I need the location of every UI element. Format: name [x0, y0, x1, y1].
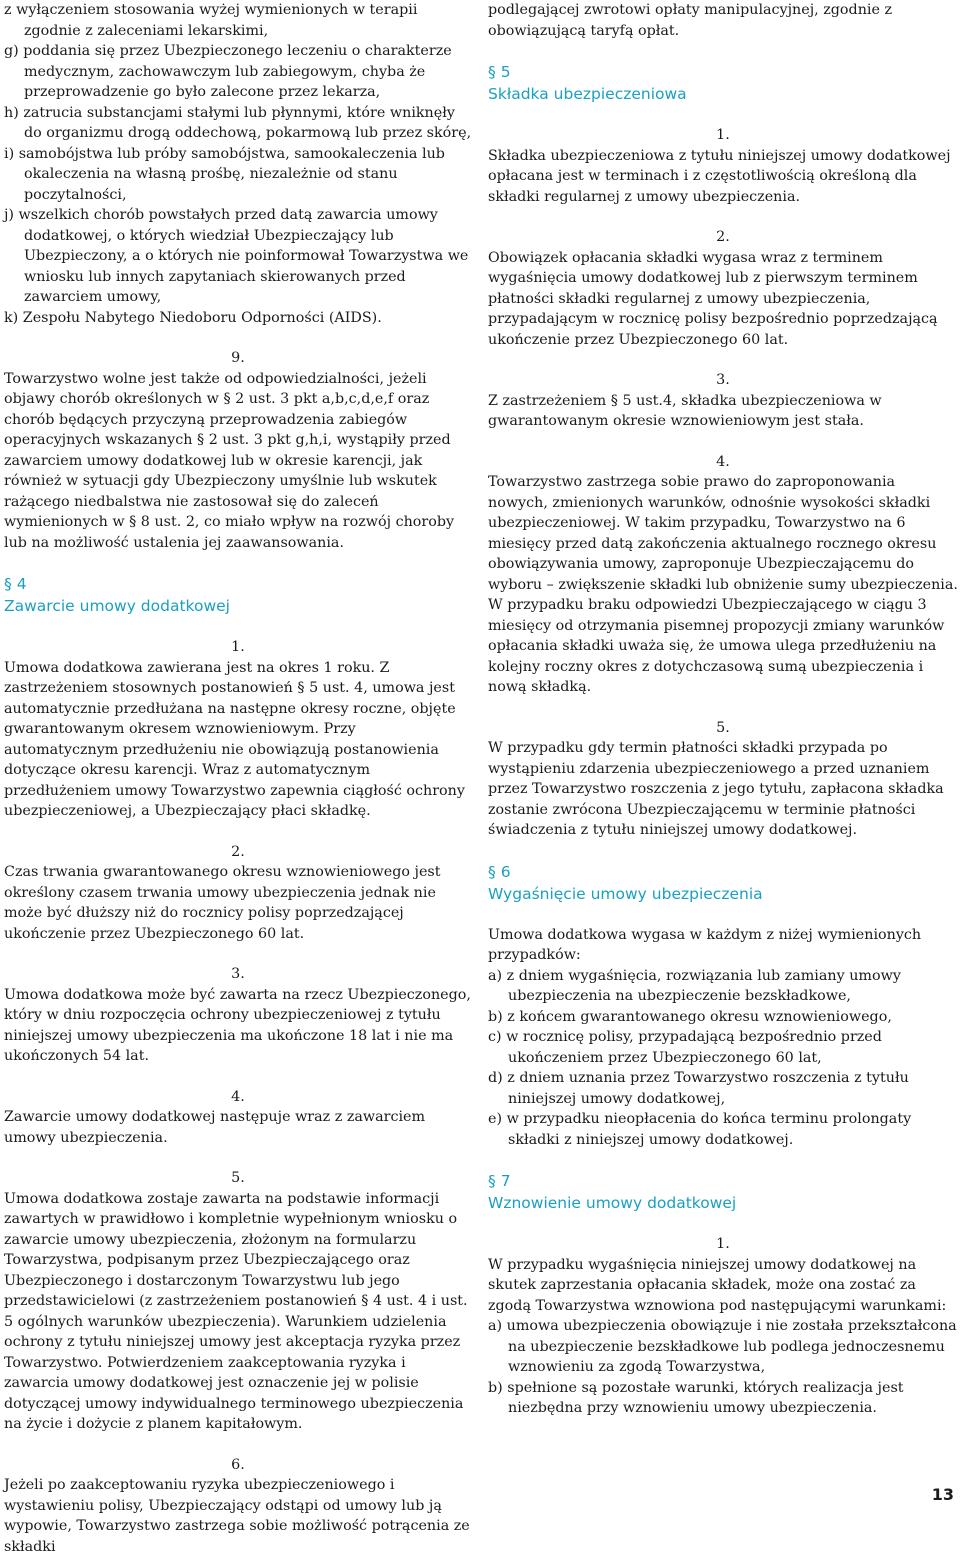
list-item-j: j) wszelkich chorób powstałych przed datą zawarcia umowy dodatkowej, o których wiedział Ubezpieczający lub Ubezpieczony, a o których nie poinformował Towarzystwa we wniosku lub innych zapytaniach skierowanych przed zawarciem umowy,	[4, 207, 469, 305]
section-title: Wygaśnięcie umowy ubezpieczenia	[488, 884, 763, 903]
paragraph-text: Obowiązek opłacania składki wygasa wraz z terminem wygaśnięcia umowy dodatkowej lub z pierwszym terminem płatności składki regularnej z umowy ubezpieczenia, przypadającym w rocznicę polisy bezpośrednio poprzedzającą ukończenie przez Ubezpieczonego 60 lat.	[488, 249, 938, 348]
section-heading-6	[488, 861, 958, 905]
paragraph-number: 3.	[231, 966, 245, 982]
list-item-continuation: z wyłączeniem stosowania wyżej wymienionych w terapii zgodnie z zaleceniami lekarskimi,	[4, 2, 418, 39]
section-title: Składka ubezpieczeniowa	[488, 85, 687, 103]
list-item-i: i) samobójstwa lub próby samobójstwa, samookaleczenia lub okaleczenia na własną prośbę, niezależnie od stanu poczytalności,	[4, 145, 445, 203]
list-item-a: a) z dniem wygaśnięcia, rozwiązania lub zamiany umowy ubezpieczenia na ubezpieczenie bezskładkowe,	[488, 967, 901, 1004]
section-heading-4	[4, 573, 472, 617]
section-number: § 4	[4, 573, 472, 595]
list-item-e: e) w przypadku nieopłacenia do końca terminu prolongaty składki z niniejszej umowy dodatkowej.	[488, 1111, 912, 1148]
list-item-g: g) poddania się przez Ubezpieczonego leczeniu o charakterze medycznym, zachowawczym lub zabiegowym, chyba że przeprowadzenie go było zalecone przez lekarza,	[4, 43, 452, 100]
paragraph-text: Umowa dodatkowa zawierana jest na okres 1 roku. Z zastrzeżeniem stosownych postanowień § 5 ust. 4, umowa jest automatycznie przedłużana na następne okresy roczne, objęte gwarantowanym okresem wznowieniowym. Przy automatycznym przedłużeniu nie obowiązują postanowienia dotyczące okresu karencji. Wraz z automatycznym przedłużeniem umowy Towarzystwo zapewnia ciągłość ochrony ubezpieczeniowej, a Ubezpieczający płaci składkę.	[4, 659, 465, 819]
section-heading-7	[488, 1170, 958, 1214]
paragraph-number: 9.	[231, 350, 245, 366]
paragraph-text: Umowa dodatkowa zostaje zawarta na podstawie informacji zawartych w prawidłowo i kompletnie wypełnionym wniosku o zawarcie umowy ubezpieczenia, złożonym na formularzu Towarzystwa, podpisanym przez Ubezpieczającego oraz Ubezpieczonego i dostarczonym Towarzystwu lub jego przedstawicielowi (z zastrzeżeniem postanowień § 4 ust. 4 i ust. 5 ogólnych warunków ubezpieczenia). Warunkiem udzielenia ochrony z tytułu niniejszej umowy jest akceptacja ryzyka przez Towarzystwo. Potwierdzeniem zaakceptowania ryzyka i zawarcia umowy dodatkowej jest oznaczenie jej w polisie dotyczącej umowy indywidualnego terminowego ubezpieczenia na życie i dożycie z planem kapitałowym.	[4, 1190, 468, 1432]
list-item-h: h) zatrucia substancjami stałymi lub płynnymi, które wniknęły do organizmu drogą oddechową, pokarmową lub przez skórę,	[4, 104, 472, 141]
list-item-k: k) Zespołu Nabytego Niedoboru Odporności (AIDS).	[4, 309, 382, 326]
paragraph-number: 4.	[231, 1088, 245, 1105]
paragraph-number: 1.	[716, 1236, 730, 1252]
right-column	[488, 0, 958, 1419]
section-number: § 7	[488, 1170, 958, 1192]
paragraph-text: W przypadku wygaśnięcia niniejszej umowy dodatkowej na skutek zaprzestania opłacania składek, może ona zostać za zgodą Towarzystwa wznowiona pod następującymi warunkami:	[488, 1256, 947, 1314]
paragraph-number: 5.	[716, 719, 730, 736]
list-item-c: c) w rocznicę polisy, przypadającą bezpośrednio przed ukończeniem przez Ubezpieczonego 60 lat,	[488, 1029, 882, 1066]
paragraph-text: W przypadku gdy termin płatności składki przypada po wystąpieniu zdarzenia ubezpieczeniowego a przed uznaniem przez Towarzystwo roszczenia z jego tytułu, zapłacona składka zostanie zwrócona Ubezpieczającemu w terminie płatności świadczenia z tytułu niniejszej umowy dodatkowej.	[488, 740, 944, 838]
paragraph-text: Zawarcie umowy dodatkowej następuje wraz z zawarciem umowy ubezpieczenia.	[4, 1109, 426, 1146]
paragraph-text: Z zastrzeżeniem § 5 ust.4, składka ubezpieczeniowa w gwarantowanym okresie wznowieniowym jest stała.	[488, 392, 882, 429]
paragraph-number: 1.	[716, 127, 730, 143]
paragraph-text: Umowa dodatkowa wygasa w każdym z niżej wymienionych przypadków:	[488, 926, 922, 963]
paragraph-number: 4.	[716, 453, 730, 470]
section-title: Wznowienie umowy dodatkowej	[488, 1194, 737, 1212]
list-item-b: b) spełnione są pozostałe warunki, których realizacja jest niezbędna przy wznowieniu umowy ubezpieczenia.	[488, 1379, 904, 1416]
paragraph-text: Umowa dodatkowa może być zawarta na rzecz Ubezpieczonego, który w dniu rozpoczęcia ochrony ubezpieczeniowej z tytułu niniejszej umowy ubezpieczenia ma ukończone 18 lat i nie ma ukończonych 54 lat.	[4, 986, 471, 1064]
paragraph-text: Towarzystwo zastrzega sobie prawo do zaproponowania nowych, zmienionych warunków, odnośnie wysokości składki ubezpieczeniowej. W takim przypadku, Towarzystwo na 6 miesięcy przed datą zakończenia aktualnego rocznego okresu obowiązywania umowy, zaproponuje Ubezpieczającemu do wyboru – zwiększenie składki lub obniżenie sumy ubezpieczenia. W przypadku braku odpowiedzi Ubezpieczającego w ciągu 3 miesięcy od otrzymania pisemnej propozycji zmiany warunków opłacania składki uważa się, że umowa ulega przedłużeniu na kolejny roczny okres z dotychczasową sumą ubezpieczenia i nową składką.	[488, 474, 958, 695]
paragraph-text: Jeżeli po zaakceptowaniu ryzyka ubezpieczeniowego i wystawieniu polisy, Ubezpieczający odstąpi od umowy lub ją wypowie, Towarzystwo zastrzega sobie możliwość potrącenia ze składki	[4, 1477, 470, 1555]
paragraph-number: 3.	[716, 372, 730, 388]
list-item-d: d) z dniem uznania przez Towarzystwo roszczenia z tytułu niniejszej umowy dodatkowej,	[488, 1070, 909, 1107]
paragraph-number: 2.	[716, 229, 730, 245]
paragraph-text: Czas trwania gwarantowanego okresu wznowieniowego jest określony czasem trwania umowy ubezpieczenia jednak nie może być dłuższy niż do rocznicy polisy poprzedzającej ukończenie przez Ubezpieczonego 60 lat.	[4, 864, 441, 942]
section-number: § 5	[488, 61, 958, 83]
paragraph-text-continuation: podlegającej zwrotowi opłaty manipulacyjnej, zgodnie z obowiązującą taryfą opłat.	[488, 2, 893, 39]
page-number: 13	[931, 1484, 954, 1504]
section-heading-5	[488, 61, 958, 105]
paragraph-text: Składka ubezpieczeniowa z tytułu niniejszej umowy dodatkowej opłacana jest w terminach i z częstotliwością określoną dla składki regularnej z umowy ubezpieczenia.	[488, 147, 951, 205]
section-title: Zawarcie umowy dodatkowej	[4, 597, 230, 615]
paragraph-number: 2.	[231, 843, 245, 860]
paragraph-number: 1.	[231, 639, 245, 655]
section-number: § 6	[488, 861, 958, 883]
paragraph-number: 6.	[231, 1456, 245, 1473]
paragraph-number: 5.	[231, 1170, 245, 1186]
paragraph-text: Towarzystwo wolne jest także od odpowiedzialności, jeżeli objawy chorób określonych w § 2 ust. 3 pkt a,b,c,d,e,f oraz chorób będących przyczyną przeprowadzenia zabiegów operacyjnych wskazanych § 2 ust. 3 pkt g,h,i, wystąpiły przed zawarciem umowy dodatkowej lub w okresie karencji, jak również w sytuacji gdy Ubezpieczony umyślnie lub wskutek rażącego niedbalstwa nie zastosował się do zaleceń wymienionych w § 8 ust. 2, co miało wpływ na rozwój choroby lub na możliwość ustalenia jej zaawansowania.	[4, 370, 455, 551]
left-column	[4, 0, 472, 1557]
list-item-b: b) z końcem gwarantowanego okresu wznowieniowego,	[488, 1008, 892, 1025]
list-item-a: a) umowa ubezpieczenia obowiązuje i nie została przekształcona na ubezpieczenie bezskładkowe lub podlega jednoczesnemu wznowieniu za zgodą Towarzystwa,	[488, 1318, 957, 1375]
